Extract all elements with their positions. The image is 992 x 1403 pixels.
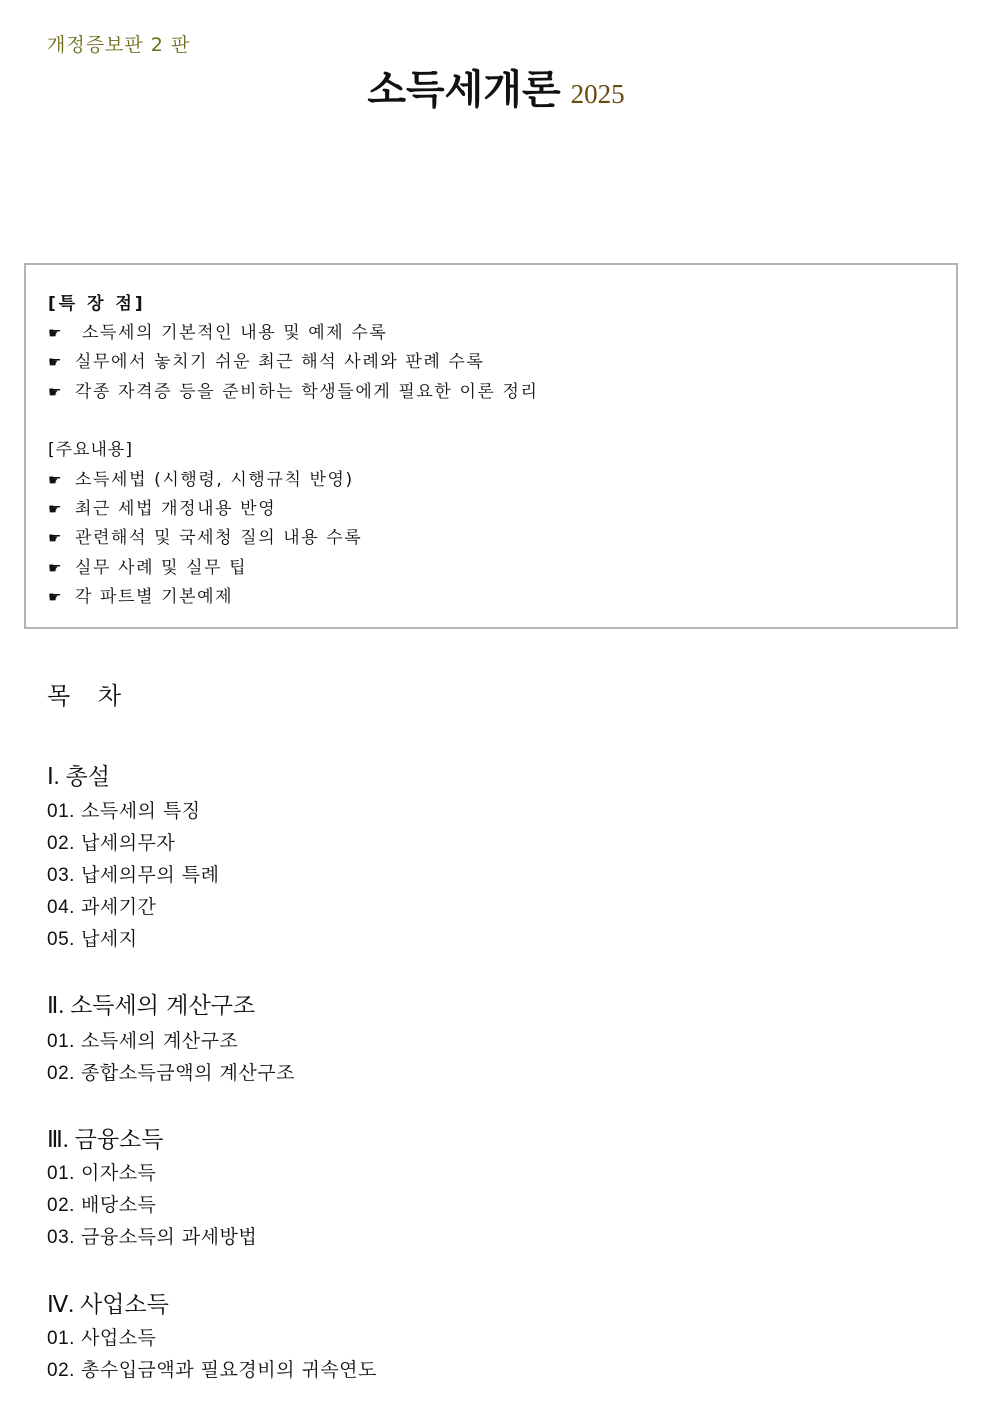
part-number: Ⅲ.	[47, 1127, 69, 1152]
toc-item-label: 과세기간	[81, 896, 157, 918]
content-item	[48, 465, 354, 490]
feature-item	[48, 347, 484, 372]
book-title: 소득세개론	[367, 67, 561, 113]
toc-item	[47, 1190, 156, 1217]
toc-item	[47, 796, 201, 823]
content-item-text: 소득세법 (시행령, 시행규칙 반영)	[75, 470, 354, 490]
toc-item-number: 01.	[47, 1328, 75, 1349]
toc-item-label: 소득세의 특징	[81, 800, 201, 822]
toc-item	[47, 1026, 238, 1053]
part-title-text: 총설	[65, 764, 110, 790]
toc-item-label: 소득세의 계산구조	[81, 1030, 239, 1052]
toc-item-label: 납세의무의 특례	[81, 864, 220, 886]
content-item	[48, 582, 233, 607]
feature-box	[24, 263, 958, 629]
content-item-text: 관련해석 및 국세청 질의 내용 수록	[75, 528, 363, 548]
toc-part-title	[47, 1121, 163, 1154]
feature-item-text: 각종 자격증 등을 준비하는 학생들에게 필요한 이론 정리	[75, 382, 539, 402]
toc-item	[47, 1158, 156, 1185]
pointing-hand-icon: ☛	[48, 588, 64, 606]
toc-item-label: 이자소득	[81, 1162, 157, 1184]
toc-item-label: 금융소득의 과세방법	[81, 1226, 258, 1248]
feature-item	[48, 377, 539, 402]
toc-item	[47, 1222, 257, 1249]
pointing-hand-icon: ☛	[48, 559, 64, 577]
toc-item-number: 01.	[47, 1031, 75, 1052]
part-title-text: 사업소득	[79, 1292, 169, 1318]
toc-item-label: 납세지	[81, 928, 138, 950]
toc-item	[47, 892, 156, 919]
toc-item	[47, 1323, 156, 1350]
pointing-hand-icon: ☛	[48, 500, 64, 518]
part-title-text: 금융소득	[74, 1127, 164, 1153]
features-heading: [특 장 점]	[48, 294, 146, 314]
content-item	[48, 553, 247, 578]
toc-item-label: 납세의무자	[81, 832, 176, 854]
toc-item	[47, 924, 138, 951]
toc-item-number: 01.	[47, 1163, 75, 1184]
toc-item	[47, 1058, 295, 1085]
toc-item	[47, 1355, 377, 1382]
part-number: Ⅳ.	[47, 1292, 74, 1317]
title-block	[0, 58, 992, 115]
toc-item-number: 01.	[47, 801, 75, 822]
toc-item-number: 02.	[47, 1195, 75, 1216]
book-year: 2025	[570, 79, 625, 109]
toc-part-title	[47, 758, 110, 791]
part-title-text: 소득세의 계산구조	[70, 993, 256, 1019]
toc-item-number: 05.	[47, 929, 75, 950]
pointing-hand-icon: ☛	[48, 529, 64, 547]
content-item	[48, 494, 276, 519]
toc-item-number: 02.	[47, 1360, 75, 1381]
feature-item-text: 실무에서 놓치기 쉬운 최근 해석 사례와 판례 수록	[75, 352, 485, 372]
toc-item-label: 사업소득	[81, 1327, 157, 1349]
content-item-text: 최근 세법 개정내용 반영	[75, 499, 277, 519]
toc-item-number: 02.	[47, 1063, 75, 1084]
feature-item-text: 소득세의 기본적인 내용 및 예제 수록	[82, 323, 388, 343]
pointing-hand-icon: ☛	[48, 471, 64, 489]
toc-item-number: 02.	[47, 833, 75, 854]
toc-heading: 목 차	[47, 682, 131, 710]
toc-part-title	[47, 1286, 169, 1319]
edition-label: 개정증보판 2 판	[47, 34, 191, 56]
pointing-hand-icon: ☛	[48, 353, 64, 371]
toc-item-number: 03.	[47, 865, 75, 886]
feature-item	[48, 318, 387, 343]
content-item-text: 각 파트별 기본예제	[75, 587, 234, 607]
toc-item	[47, 860, 220, 887]
content-item	[48, 523, 362, 548]
part-number: Ⅰ.	[47, 764, 60, 789]
content-item-text: 실무 사례 및 실무 팁	[75, 558, 248, 578]
pointing-hand-icon: ☛	[48, 324, 64, 342]
toc-item-label: 총수입금액과 필요경비의 귀속연도	[81, 1359, 377, 1381]
part-number: Ⅱ.	[47, 993, 65, 1018]
toc-item-number: 04.	[47, 897, 75, 918]
toc-item	[47, 828, 175, 855]
pointing-hand-icon: ☛	[48, 383, 64, 401]
toc-item-label: 배당소득	[81, 1194, 157, 1216]
toc-part-title	[47, 987, 255, 1020]
toc-item-number: 03.	[47, 1227, 75, 1248]
toc-item-label: 종합소득금액의 계산구조	[81, 1062, 295, 1084]
contents-heading: [주요내용]	[48, 440, 133, 460]
